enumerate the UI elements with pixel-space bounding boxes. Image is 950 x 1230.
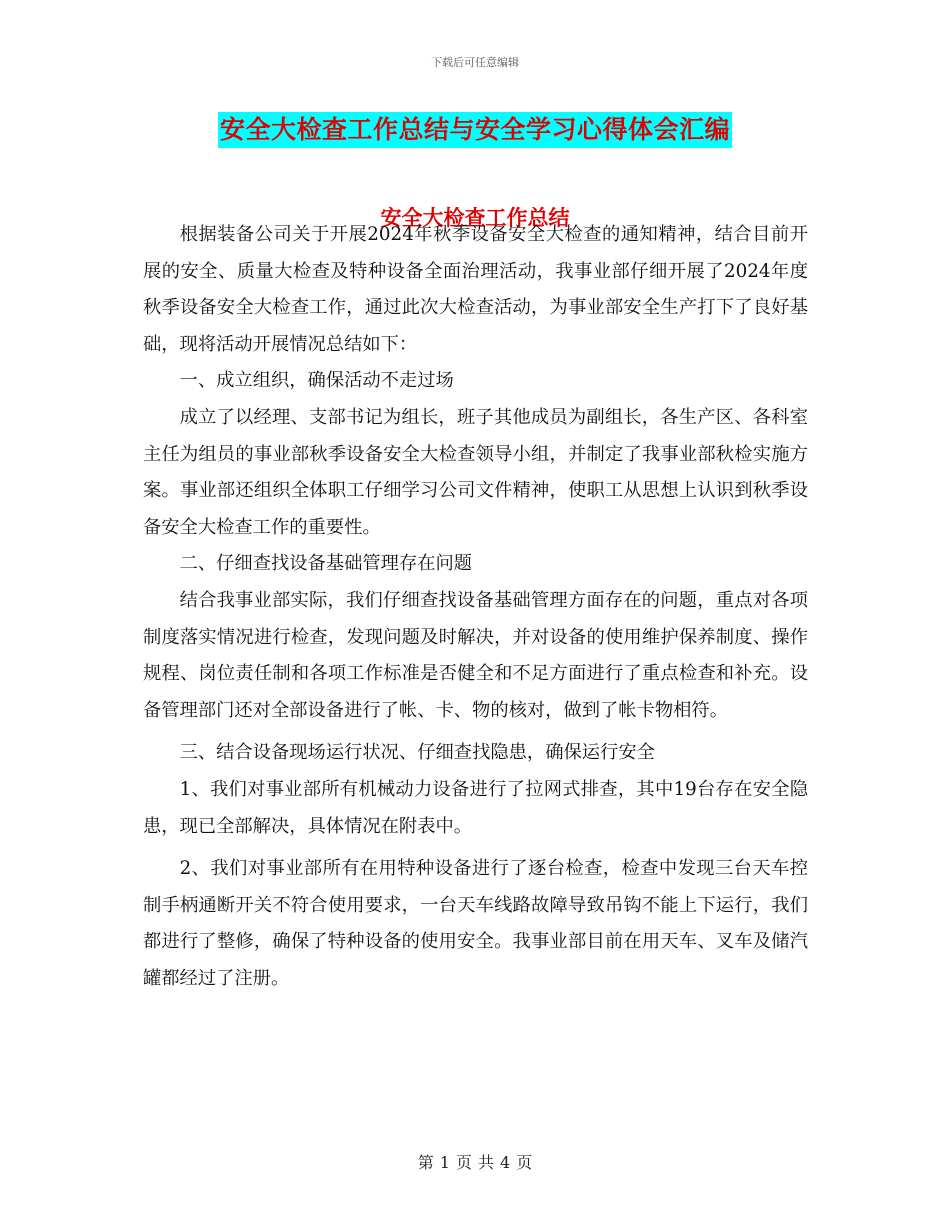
- heading-paragraph: 二、仔细查找设备基础管理存在问题: [179, 553, 473, 575]
- paragraph: 1、我们对事业部所有机械动力设备进行了拉网式排查，其中19台存在安全隐患，现已全部解决，具体情况在附表中。: [143, 778, 808, 837]
- footer-current-page: 1: [439, 1153, 450, 1172]
- paragraph: 根据装备公司关于开展2024年秋季设备安全大检查的通知精神，结合目前开展的安全、质量大检查及特种设备全面治理活动，我事业部仔细开展了2024年度秋季设备安全大检查工作，通过此次大检查活动，为事业部安全生产打下了良好基础，现将活动开展情况总结如下：: [143, 224, 808, 355]
- footer-word-page: 第: [417, 1153, 434, 1172]
- paragraph: 结合我事业部实际，我们仔细查找设备基础管理方面存在的问题，重点对各项制度落实情况进行检查，发现问题及时解决，并对设备的使用维护保养制度、操作规程、岗位责任制和各项工作标准是否健全和不足方面进行了重点检查和补充。设备管理部门还对全部设备进行了帐、卡、物的核对，做到了帐卡物相符。: [143, 589, 808, 721]
- document-body: [143, 217, 808, 997]
- page-footer: [0, 1150, 950, 1173]
- section-title: 安全大检查工作总结: [380, 205, 570, 230]
- document-title: 安全大检查工作总结与安全学习心得体会汇编: [218, 112, 732, 148]
- paragraph: 成立了以经理、支部书记为组长，班子其他成员为副组长，各生产区、各科室主任为组员的事业部秋季设备安全大检查领导小组，并制定了我事业部秋检实施方案。事业部还组织全体职工仔细学习公司文件精神，使职工从思想上认识到秋季设备安全大检查工作的重要性。: [143, 406, 808, 538]
- page-header: 下载后可任意编辑: [431, 56, 519, 69]
- heading-paragraph: 三、结合设备现场运行状况、仔细查找隐患，确保运行安全: [179, 742, 655, 764]
- footer-word-unit: 页: [455, 1153, 472, 1172]
- heading-paragraph: 一、成立组织，确保活动不走过场: [179, 370, 454, 392]
- footer-word-unit-2: 页: [516, 1153, 533, 1172]
- document-title-wrap: [0, 112, 950, 148]
- footer-word-total: 共: [478, 1153, 495, 1172]
- paragraph: 2、我们对事业部所有在用特种设备进行了逐台检查，检查中发现三台天车控制手柄通断开关不符合使用要求，一台天车线路故障导致吊钩不能上下运行，我们都进行了整修，确保了特种设备的使用安全。我事业部目前在用天车、叉车及储汽罐都经过了注册。: [143, 858, 808, 989]
- footer-total-pages: 4: [500, 1153, 511, 1172]
